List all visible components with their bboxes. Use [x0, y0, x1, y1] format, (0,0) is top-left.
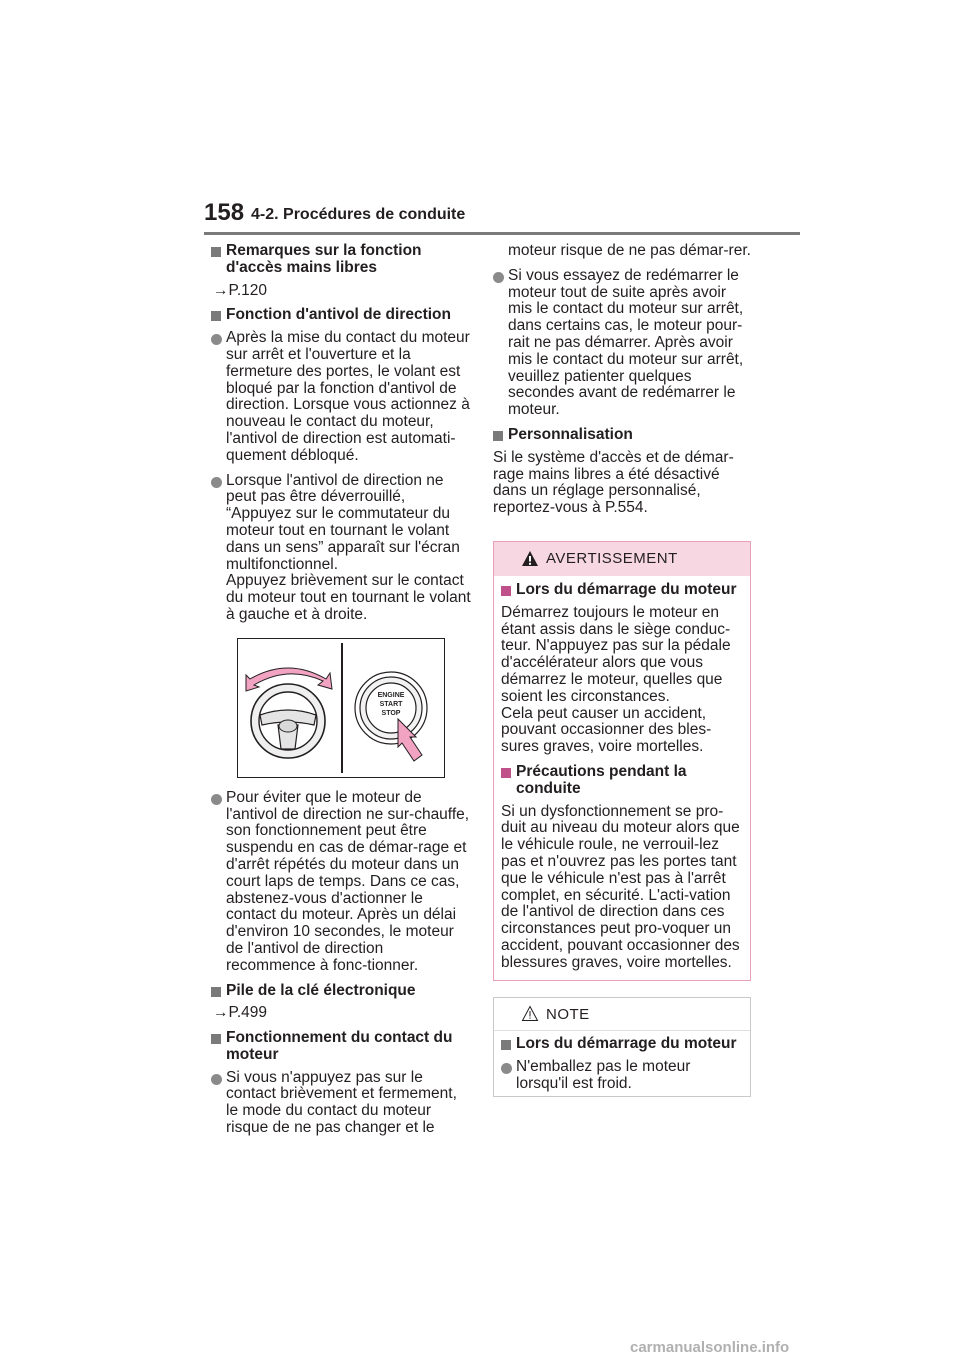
paragraph: Si le système d'accès et de démar-rage mains libres a été désactivé dans un réglage personnalisé, reportez-vous à P.554. — [493, 448, 734, 517]
square-bullet-icon — [211, 247, 221, 257]
btn-label: ENGINE — [377, 691, 405, 699]
page-number: 158 — [204, 199, 245, 226]
note-title: NOTE — [546, 1006, 590, 1023]
heading-text: Précautions pendant la conduite — [516, 762, 687, 797]
right-column — [493, 243, 753, 525]
note-heading — [501, 1036, 743, 1053]
heading-text: Personnalisation — [508, 425, 633, 443]
square-bullet-icon — [211, 1034, 221, 1044]
note-body — [494, 1031, 750, 1092]
heading-text: Lors du démarrage du moteur — [516, 581, 737, 598]
warning-triangle-icon — [521, 550, 539, 567]
paragraph: Si un dysfonctionnement se pro-duit au niveau du moteur alors que le véhicule roule, ne verrouil-lez pas et n'ouvrez pas les portes tant que le véhicule n'est pas à l'arrêt complet, en sécurité. L'acti-vation de l'antivol de direction dans ces circonstances peut pro-voquer un accident, pouvant occasionner des blessures graves, voire mortelles. — [501, 802, 740, 971]
list-item — [501, 1059, 743, 1093]
list-item — [211, 1070, 471, 1137]
heading-text: Remarques sur la fonction d'accès mains libres — [226, 242, 422, 276]
steering-wheel-and-button-illustration — [238, 639, 444, 777]
list-item — [211, 790, 471, 975]
warning-box — [493, 541, 751, 981]
heading-text: Lors du démarrage du moteur — [516, 1035, 737, 1052]
bullet-text: Si vous essayez de redémarrer le moteur tout de suite après avoir mis le contact du moteur sur arrêt, dans certains cas, le moteur pour-rait ne pas démarrer. Après avoir mis le contact du moteur sur arrêt, veuillez patienter quelques secondes avant de redémarrer le moteur. — [508, 266, 744, 419]
heading-antivol — [211, 307, 471, 324]
bullet-text: Si vous n'appuyez pas sur le contact brièvement et fermement, le mode du contact du moteur risque de ne pas changer et le — [226, 1068, 457, 1137]
engine-start-button-icon — [355, 672, 427, 744]
circle-bullet-icon — [211, 1074, 222, 1085]
bullet-text: Pour éviter que le moteur de l'antivol de direction ne sur-chauffe, son fonctionnement peut être suspendu en cas de démar-rage et d'arrêt répétés du moteur dans un court laps de temps. Dans ce cas, abstenez-vous d'actionner le contact du moteur. Après un délai d'environ 10 secondes, le moteur de l'antivol de direction recommence à fonc-tionner. — [226, 788, 470, 974]
note-header — [494, 998, 750, 1031]
circle-bullet-icon — [493, 272, 504, 283]
square-bullet-icon — [501, 768, 511, 778]
header-divider — [204, 232, 800, 235]
steering-wheel-icon — [251, 684, 325, 758]
bullet-text: Appuyez brièvement sur le contact du moteur tout en tournant le volant à gauche et à droite. — [226, 572, 471, 623]
left-column — [211, 243, 471, 1145]
list-item — [211, 330, 471, 464]
section-title: 4-2. Procédures de conduite — [251, 206, 466, 223]
page-reference[interactable]: →P.499 — [213, 1004, 268, 1022]
bullet-text: Lorsque l'antivol de direction ne peut pas être déverrouillé, “Appuyez sur le commutateur du moteur tout en tournant le volant dans un sens” apparaît sur l'écran multifonctionnel. — [226, 471, 460, 573]
watermark: carmanualsonline.info — [630, 1339, 790, 1356]
circle-bullet-icon — [501, 1063, 512, 1074]
square-bullet-icon — [501, 586, 511, 596]
square-bullet-icon — [493, 431, 503, 441]
square-bullet-icon — [211, 987, 221, 997]
heading-text: Fonction d'antivol de direction — [226, 306, 451, 324]
warning-title: AVERTISSEMENT — [546, 550, 678, 567]
warning-text: Cela peut causer un accident, pouvant occasionner des bles-sures graves, voire mortelles. — [501, 704, 712, 756]
warning-header — [494, 542, 750, 576]
page-reference[interactable]: →P.120 — [213, 281, 268, 299]
warning-body — [494, 576, 750, 972]
bullet-text: Après la mise du contact du moteur sur arrêt et l'ouverture et la fermeture des portes, le volant est bloqué par la fonction d'antivol de direction. Lorsque vous actionnez à nouveau le contact du moteur, l'antivol de direction est automati-quement débloqué. — [226, 329, 470, 464]
warning-heading — [501, 582, 743, 599]
square-bullet-icon — [211, 311, 221, 321]
square-bullet-icon — [501, 1040, 511, 1050]
heading-remarques — [211, 243, 471, 277]
heading-fonctionnement — [211, 1030, 471, 1064]
caution-triangle-icon — [521, 1005, 539, 1022]
heading-personnalisation — [493, 427, 753, 444]
btn-label: STOP — [381, 709, 401, 717]
list-item — [211, 473, 471, 624]
heading-text: Pile de la clé électronique — [226, 981, 416, 999]
bullet-text: N'emballez pas le moteur lorsqu'il est froid. — [516, 1057, 691, 1092]
warning-text: Démarrez toujours le moteur en étant assis dans le siège conduc-teur. N'appuyez pas sur la pédale d'accélérateur alors que vous démarrez le moteur, quelles que soient les circonstances. — [501, 603, 731, 705]
paragraph — [501, 605, 743, 756]
continued-text: moteur risque de ne pas démar-rer. — [508, 242, 751, 259]
heading-text: Fonctionnement du contact du moteur — [226, 1029, 453, 1063]
circle-bullet-icon — [211, 477, 222, 488]
steering-illustration — [237, 638, 445, 778]
heading-pile — [211, 983, 471, 1000]
circle-bullet-icon — [211, 334, 222, 345]
page-header — [0, 0, 960, 240]
list-item — [493, 268, 753, 419]
warning-heading — [501, 764, 743, 798]
btn-label: START — [379, 700, 403, 708]
circle-bullet-icon — [211, 794, 222, 805]
note-box — [493, 997, 751, 1097]
